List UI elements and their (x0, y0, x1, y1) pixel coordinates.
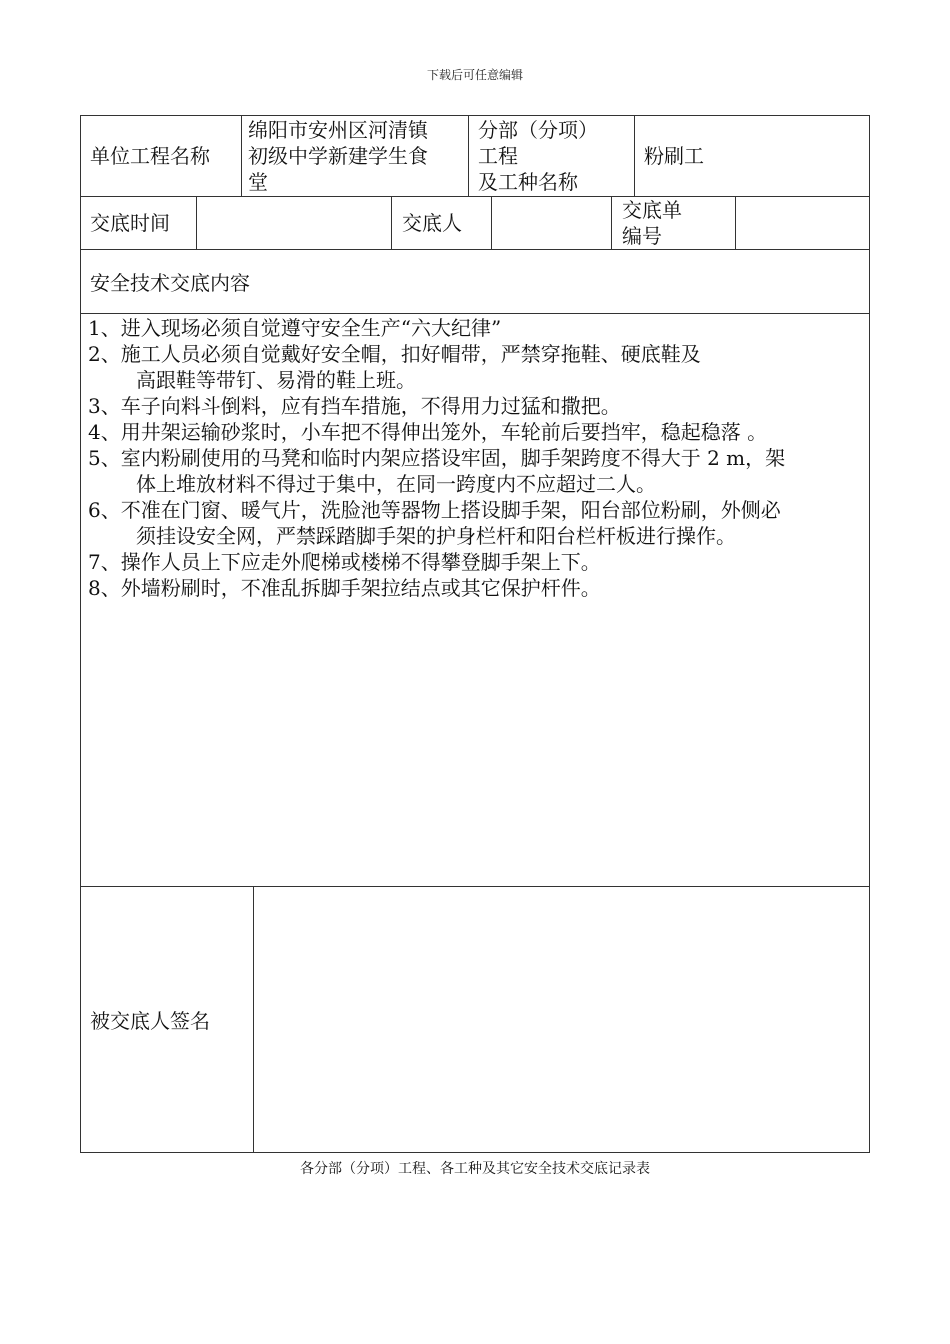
sub-label-line: 工程 (478, 144, 518, 168)
list-item-continuation: 体上堆放材料不得过于集中，在同一跨度内不应超过二人。 (136, 472, 656, 496)
list-item-text: 2、施工人员必须自觉戴好安全帽，扣好帽带，严禁穿拖鞋、硬底鞋及 (88, 342, 701, 366)
table-border (869, 115, 870, 1153)
list-item (88, 419, 864, 445)
list-item-continuation: 高跟鞋等带钉、易滑的鞋上班。 (136, 368, 416, 392)
footer-caption: 各分部（分项）工程、各工种及其它安全技术交底记录表 (300, 1161, 650, 1177)
table-border (491, 196, 492, 250)
unit-value-line: 绵阳市安州区河清镇 (248, 118, 428, 142)
unit-value-line: 初级中学新建学生食 (248, 144, 428, 168)
briefing-person-label: 交底人 (402, 211, 462, 235)
list-item-text: 5、室内粉刷使用的马凳和临时内架应搭设牢固，脚手架跨度不得大于 2 m，架 (88, 446, 786, 470)
list-item (88, 315, 864, 341)
table-border (253, 886, 254, 1153)
table-border (468, 115, 469, 197)
list-item-text: 4、用井架运输砂浆时，小车把不得伸出笼外，车轮前后要挡牢，稳起稳落 。 (88, 420, 768, 444)
sub-project-value: 粉刷工 (644, 144, 704, 168)
table-border (80, 115, 81, 1153)
briefing-number-label (622, 197, 682, 249)
sub-label-line: 及工种名称 (478, 170, 578, 194)
signature-label: 被交底人签名 (90, 1009, 210, 1033)
list-item (88, 445, 864, 497)
safety-content-list (88, 315, 864, 601)
sub-label-line: 分部（分项） (478, 118, 598, 142)
list-item-continuation: 须挂设安全网，严禁踩踏脚手架的护身栏杆和阳台栏杆板进行操作。 (136, 524, 736, 548)
table-border (241, 115, 242, 197)
unit-project-name-value (248, 117, 428, 195)
number-label-line: 交底单 (622, 198, 682, 222)
header-note: 下载后可任意编辑 (426, 68, 523, 82)
signature-field[interactable] (258, 890, 864, 1148)
number-label-line: 编号 (622, 224, 662, 248)
list-item-text: 6、不准在门窗、暖气片，洗脸池等器物上搭设脚手架，阳台部位粉刷，外侧必 (88, 498, 781, 522)
table-border (80, 249, 870, 250)
list-item (88, 393, 864, 419)
table-border (80, 1152, 870, 1153)
table-border (80, 196, 870, 197)
table-border (611, 196, 612, 250)
content-heading: 安全技术交底内容 (90, 271, 250, 295)
list-item-text: 8、外墙粉刷时，不准乱拆脚手架拉结点或其它保护杆件。 (88, 576, 601, 600)
list-item (88, 549, 864, 575)
sub-project-label (478, 117, 598, 195)
list-item-text: 7、操作人员上下应走外爬梯或楼梯不得攀登脚手架上下。 (88, 550, 601, 574)
list-item-text: 3、车子向料斗倒料，应有挡车措施，不得用力过猛和撒把。 (88, 394, 621, 418)
briefing-person-field[interactable] (495, 210, 607, 236)
briefing-time-label: 交底时间 (90, 211, 170, 235)
table-border (80, 886, 870, 887)
table-border (391, 196, 392, 250)
table-border (80, 313, 870, 314)
briefing-time-field[interactable] (200, 210, 386, 236)
list-item-text: 1、进入现场必须自觉遵守安全生产“六大纪律” (88, 316, 502, 340)
table-border (634, 115, 635, 197)
list-item (88, 497, 864, 549)
unit-value-line: 堂 (248, 170, 268, 194)
table-border (80, 115, 870, 116)
list-item (88, 575, 864, 601)
briefing-number-field[interactable] (740, 210, 864, 236)
unit-project-name-label: 单位工程名称 (90, 144, 210, 168)
list-item (88, 341, 864, 393)
table-border (735, 196, 736, 250)
table-border (196, 196, 197, 250)
